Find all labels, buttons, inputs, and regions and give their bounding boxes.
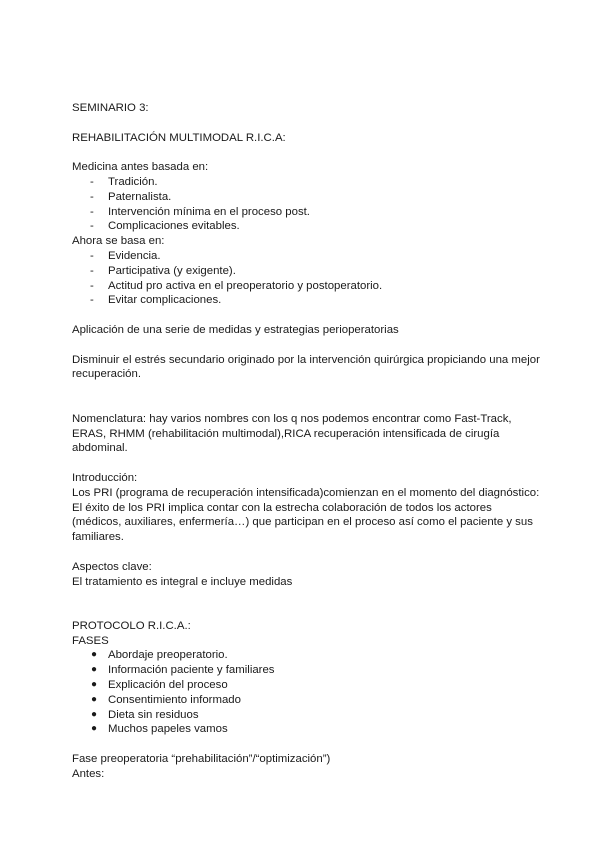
bullet-icon: ●	[91, 679, 98, 691]
list-item: - Participativa (y exigente).	[90, 264, 236, 277]
bullet-icon: ●	[91, 708, 98, 720]
fases-heading: FASES	[72, 634, 109, 647]
list-item: ● Muchos papeles vamos	[91, 723, 228, 736]
list-item: - Tradición.	[90, 175, 158, 188]
list-item: ● Información paciente y familiares	[91, 664, 275, 677]
list-item: - Evidencia.	[90, 249, 161, 262]
list-item: ● Consentimiento informado	[91, 693, 241, 706]
dash-marker: -	[90, 279, 94, 292]
list-item: - Complicaciones evitables.	[90, 220, 240, 233]
fases-list	[72, 648, 542, 737]
dash-marker: -	[90, 249, 94, 262]
bullet-icon: ●	[91, 649, 98, 661]
list-item: - Evitar complicaciones.	[90, 294, 222, 307]
list-item: - Paternalista.	[90, 190, 172, 203]
antes-list	[72, 175, 542, 234]
nomenclatura-paragraph: Nomenclatura: hay varios nombres con los q nos podemos encontrar como Fast-Track, ERAS, RHMM (rehabilitación multimodal),RICA recuperación intensificada de cirugía abdominal.	[72, 412, 512, 455]
list-item: - Intervención mínima en el proceso post.	[90, 205, 310, 218]
aspectos-paragraph: El tratamiento es integral e incluye medidas	[72, 575, 293, 588]
dash-marker: -	[90, 220, 94, 233]
ahora-list	[72, 249, 542, 308]
list-item: ● Explicación del proceso	[91, 679, 228, 692]
bullet-icon: ●	[91, 664, 98, 676]
dash-marker: -	[90, 175, 94, 188]
aplicacion-paragraph: Aplicación de una serie de medidas y estrategias perioperatorias	[72, 323, 399, 336]
seminar-title: SEMINARIO 3:	[72, 102, 149, 114]
ahora-intro: Ahora se basa en:	[72, 235, 165, 248]
antes-intro: Medicina antes basada en:	[72, 161, 209, 174]
introduccion-heading: Introducción:	[72, 471, 138, 484]
disminuir-paragraph: Disminuir el estrés secundario originado por la intervención quirúrgica propiciando una mejor recuperación.	[72, 353, 540, 381]
list-item: ● Dieta sin residuos	[91, 708, 199, 721]
dash-marker: -	[90, 264, 94, 277]
document-body	[72, 101, 542, 782]
antes-label: Antes:	[72, 767, 105, 780]
section-title: REHABILITACIÓN MULTIMODAL R.I.C.A:	[72, 131, 286, 144]
aspectos-heading: Aspectos clave:	[72, 560, 152, 573]
dash-marker: -	[90, 190, 94, 203]
fase-preoperatoria-heading: Fase preoperatoria “prehabilitación”/“optimización”)	[72, 753, 331, 766]
dash-marker: -	[90, 205, 94, 218]
list-item: - Actitud pro activa en el preoperatorio y postoperatorio.	[90, 279, 383, 292]
bullet-icon: ●	[91, 723, 98, 735]
protocolo-heading: PROTOCOLO R.I.C.A.:	[72, 619, 191, 632]
bullet-icon: ●	[91, 693, 98, 705]
introduccion-paragraph: Los PRI (programa de recuperación intensificada)comienzan en el momento del diagnóstico: El éxito de los PRI implica contar con la estrecha colaboración de todos los actores (médicos, auxiliares, enfermería…) que participan en el proceso así como el paciente y sus familiares.	[72, 486, 540, 544]
list-item: ● Abordaje preoperatorio.	[91, 649, 228, 662]
dash-marker: -	[90, 294, 94, 307]
